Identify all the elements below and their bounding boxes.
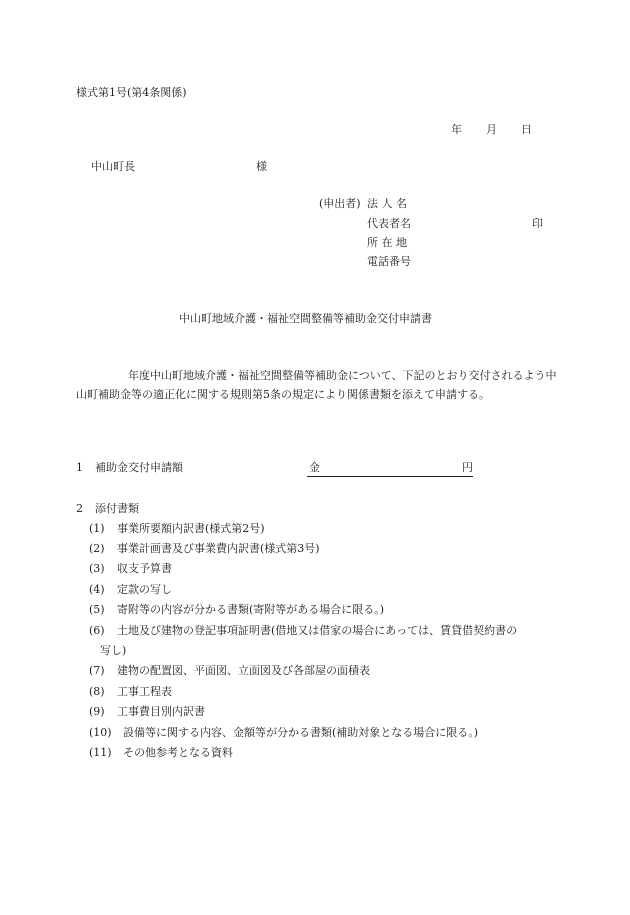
applicant-prefix: (申出者) bbox=[319, 197, 361, 210]
document-title: 中山町地域介護・福祉空間整備等補助金交付申請書 bbox=[179, 312, 432, 325]
attachment-number: (1) bbox=[89, 522, 105, 535]
attachment-text: 寄附等の内容が分かる書類(寄附等がある場合に限る。) bbox=[117, 603, 385, 616]
date-month-label: 月 bbox=[486, 123, 497, 136]
phone-label: 電話番号 bbox=[367, 255, 411, 268]
attachment-text: 定款の写し bbox=[117, 583, 172, 596]
attachment-number: (2) bbox=[89, 542, 105, 555]
attachment-number: (3) bbox=[89, 562, 105, 575]
date-year-label: 年 bbox=[451, 123, 462, 136]
section1-title: 補助金交付申請額 bbox=[95, 461, 183, 474]
body-text: 年度中山町地域介護・福祉空間整備等補助金について、下記のとおり交付されるよう中山町補助金等の適正化に関する規則第5条の規定により関係書類を添えて申請する。 bbox=[76, 369, 557, 401]
attachment-number: (6) bbox=[89, 624, 105, 637]
addressee-honorific: 様 bbox=[256, 160, 267, 173]
attachment-text: 収支予算書 bbox=[117, 562, 172, 575]
attachment-number: (10) bbox=[89, 726, 112, 739]
attachment-text: 土地及び建物の登記事項証明書(借地又は借家の場合にあっては、賃貸借契約書の bbox=[117, 624, 518, 637]
amount-underline bbox=[307, 476, 473, 477]
attachment-text: 工事工程表 bbox=[117, 685, 172, 698]
attachment-text: 事業所要額内訳書(様式第2号) bbox=[117, 522, 265, 535]
date-day-label: 日 bbox=[521, 123, 532, 136]
body-paragraph bbox=[76, 366, 560, 404]
form-number: 様式第1号(第4条関係) bbox=[76, 86, 187, 99]
amount-suffix: 円 bbox=[462, 461, 473, 474]
attachment-number: (8) bbox=[89, 685, 105, 698]
attachment-number: (7) bbox=[89, 664, 105, 677]
amount-prefix: 金 bbox=[309, 461, 320, 474]
corp-name-label: 法 人 名 bbox=[367, 197, 407, 210]
attachment-number: (11) bbox=[89, 746, 112, 759]
section2-number: 2 bbox=[76, 502, 83, 515]
attachment-text: 建物の配置図、平面図、立面図及び各部屋の面積表 bbox=[117, 664, 370, 677]
attachment-item-6-continued: 写し) bbox=[100, 644, 127, 657]
attachment-text: 事業計画書及び事業費内訳書(様式第3号) bbox=[117, 542, 320, 555]
address-label: 所 在 地 bbox=[367, 236, 407, 249]
attachment-text: 工事費目別内訳書 bbox=[117, 705, 205, 718]
attachment-text: 設備等に関する内容、金額等が分かる書類(補助対象となる場合に限る。) bbox=[123, 726, 479, 739]
seal-mark: 印 bbox=[532, 217, 543, 230]
section1-number: 1 bbox=[76, 461, 83, 474]
attachment-text: その他参考となる資料 bbox=[123, 746, 233, 759]
representative-label: 代表者名 bbox=[367, 217, 411, 230]
section2-title: 添付書類 bbox=[95, 502, 139, 515]
attachment-number: (4) bbox=[89, 583, 105, 596]
addressee-title: 中山町長 bbox=[91, 160, 135, 173]
attachment-number: (9) bbox=[89, 705, 105, 718]
attachment-number: (5) bbox=[89, 603, 105, 616]
